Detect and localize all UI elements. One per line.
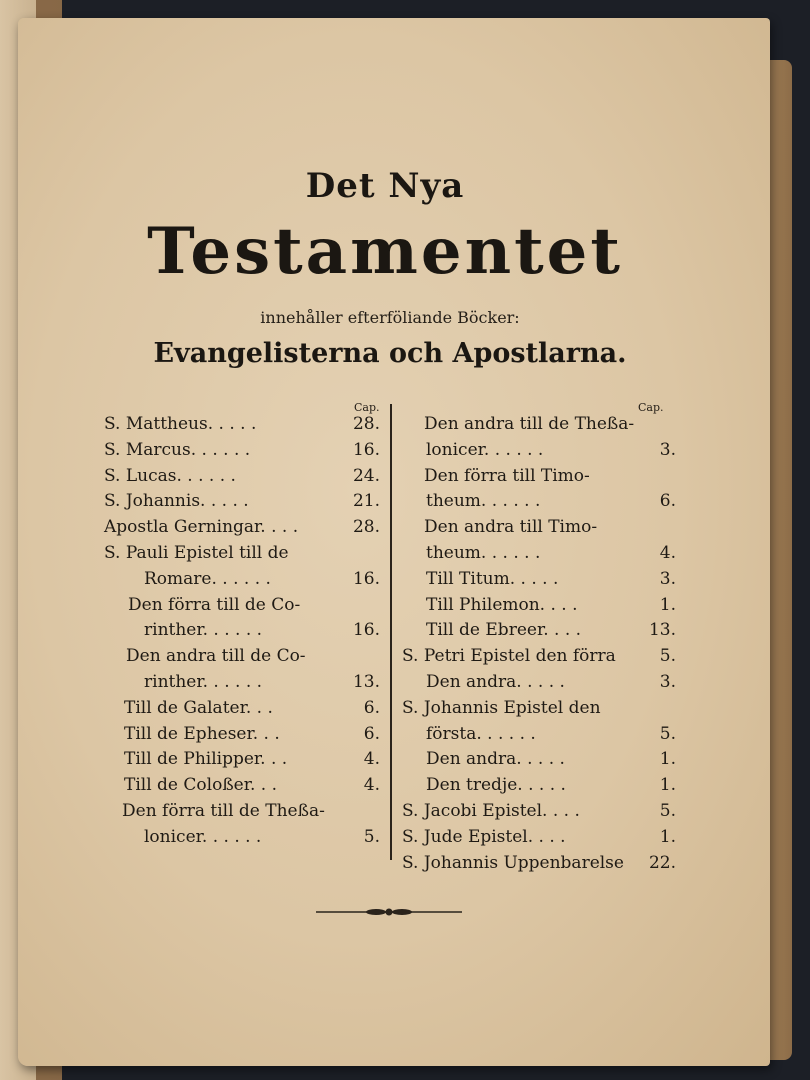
right_column-entry-line: Till Philemon. . . . — [426, 594, 578, 615]
left_column-entry-line: S. Marcus. . . . . . — [104, 439, 251, 460]
right_column-cap-number: 5. — [659, 801, 676, 821]
left_column-cap-number: 13. — [352, 672, 380, 692]
right_column-cap-number: 4. — [659, 543, 676, 563]
left_column-entry-line: Till de Philipper. . . — [124, 749, 288, 770]
right_column-entry-line: S. Johannis Uppenbarelse — [402, 852, 624, 873]
right_column-entry-line: Den andra. . . . . — [426, 672, 565, 692]
right_column-entry-line: lonicer. . . . . . — [426, 439, 544, 460]
column-divider — [390, 404, 392, 860]
left_column-entry-line: Romare. . . . . . — [144, 568, 271, 589]
right_column-cap-number: 1. — [659, 826, 676, 847]
left_column-entry-line: Till de Epheser. . . — [124, 723, 280, 744]
right_column-cap-number: 5. — [659, 646, 676, 667]
ornament-divider — [316, 904, 462, 920]
right_column-entry-line: Den andra. . . . . — [426, 749, 565, 770]
cap-label-left: Cap. — [354, 401, 380, 414]
left_column-cap-number: 5. — [363, 826, 380, 847]
right_column-cap-number: 1. — [659, 749, 676, 770]
left_column-cap-number: 6. — [363, 697, 380, 718]
right_column-entry-line: Den förra till Timo- — [424, 465, 590, 486]
right_column-entry-line: S. Jude Epistel. . . . — [402, 826, 566, 847]
title-line-1: Det Nya — [305, 166, 465, 206]
left_column-cap-number: 6. — [363, 723, 380, 744]
right_column-entry-line: Till Titum. . . . . — [426, 568, 559, 589]
left_column-cap-number: 16. — [352, 568, 380, 589]
left_column-cap-number: 16. — [352, 439, 380, 460]
right_column-entry-line: S. Petri Epistel den förra — [402, 646, 616, 667]
right_column-cap-number: 5. — [659, 723, 676, 744]
right_column-entry-line: första. . . . . . — [426, 723, 536, 744]
left_column-entry-line: rinther. . . . . . — [144, 672, 263, 692]
left_column-cap-number: 4. — [363, 749, 380, 770]
right_column-entry-line: S. Johannis Epistel den — [402, 697, 601, 718]
right_column-cap-number: 3. — [659, 568, 676, 589]
right_column-cap-number: 6. — [659, 491, 676, 512]
left_column-cap-number: 21. — [352, 491, 380, 512]
right_column-cap-number: 1. — [659, 594, 676, 615]
cap-label-right: Cap. — [638, 401, 664, 414]
left_column-entry-line: Den andra till de Co- — [126, 646, 306, 667]
left_column-entry-line: rinther. . . . . . — [144, 620, 263, 641]
right_column-cap-number: 3. — [659, 672, 676, 692]
left_column-entry-line: Den förra till de Co- — [128, 594, 301, 615]
left_column-cap-number: 4. — [363, 775, 380, 796]
right_column-entry-line: Den andra till de Theßa- — [424, 414, 635, 434]
right_column-cap-number: 3. — [659, 439, 676, 460]
left_column-entry-line: Apostla Gerningar. . . . — [104, 517, 299, 538]
left_column-entry-line: Till de Galater. . . — [124, 697, 273, 718]
section-heading: Evangelisterna och Apostlarna. — [153, 338, 627, 369]
right_column-entry-line: theum. . . . . . — [426, 543, 541, 563]
left_column-entry-line: Till de Coloßer. . . — [124, 775, 278, 796]
left_column-cap-number: 24. — [352, 465, 380, 486]
right_column-cap-number: 13. — [648, 620, 676, 641]
right_column-entry-line: Den tredje. . . . . — [426, 775, 566, 796]
right_column-cap-number: 1. — [659, 775, 676, 796]
title-line-2: Testamentet — [147, 214, 623, 289]
left_column-entry-line: S. Pauli Epistel till de — [104, 543, 289, 563]
left_column-entry-line: Den förra till de Theßa- — [122, 801, 325, 821]
right_column-entry-line: S. Jacobi Epistel. . . . — [402, 801, 580, 821]
left_column-entry-line: lonicer. . . . . . — [144, 826, 262, 847]
right_column-entry-line: theum. . . . . . — [426, 491, 541, 512]
left_column-entry-line: S. Lucas. . . . . . — [104, 465, 236, 486]
left_column-entry-line: S. Mattheus. . . . . — [104, 414, 257, 434]
subtitle: innehåller efterföliande Böcker: — [260, 308, 520, 327]
right_column-entry-line: Till de Ebreer. . . . — [426, 620, 582, 641]
right_column-cap-number: 22. — [648, 852, 676, 873]
left_column-cap-number: 28. — [352, 414, 380, 434]
right_column-entry-line: Den andra till Timo- — [424, 517, 598, 538]
left_column-cap-number: 16. — [352, 620, 380, 641]
left_column-cap-number: 28. — [352, 517, 380, 538]
left_column-entry-line: S. Johannis. . . . . — [104, 491, 249, 512]
